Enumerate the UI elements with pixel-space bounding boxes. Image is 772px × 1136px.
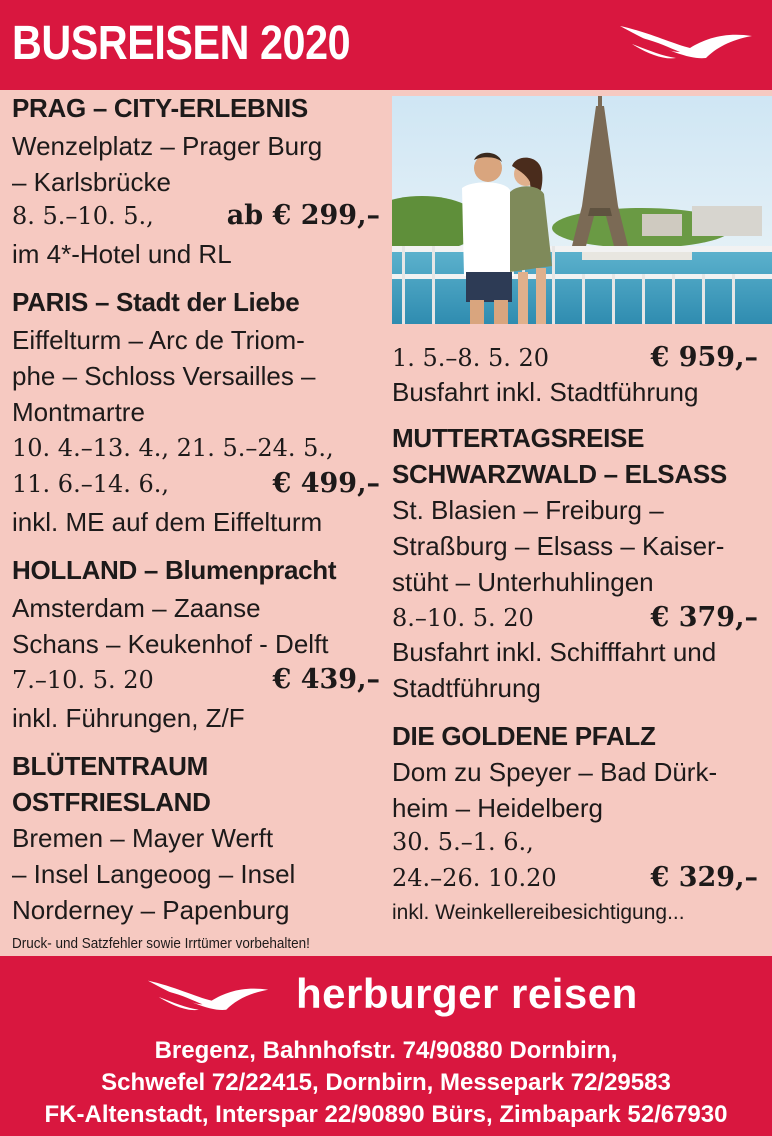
trip-desc-holland-1: Amsterdam – Zaanse: [12, 593, 261, 623]
trip-desc-paris-2: phe – Schloss Versailles –: [12, 361, 316, 391]
trip-price-row-pfalz: [392, 862, 758, 893]
brand-logo-text: herburger reisen: [296, 970, 638, 1017]
trip-desc-muttertag-2: Straßburg – Elsass – Kaiser-: [392, 531, 725, 561]
trip-price-prag: ab € 299,–: [226, 200, 380, 231]
trip-price-row-holland: [12, 664, 380, 695]
address-line-1: Bregenz, Bahnhofstr. 74/90880 Dornbirn,: [154, 1037, 618, 1064]
trip-desc-bluetentraum-2: – Insel Langeoog – Insel: [12, 859, 296, 889]
trip-price-pfalz: € 329,–: [650, 862, 758, 893]
page-title: BUSREISEN 2020: [12, 17, 351, 70]
trip-desc-bluetentraum-1: Bremen – Mayer Werft: [12, 823, 274, 853]
address-line-3: FK-Altenstadt, Interspar 22/90890 Bürs, Zimbapark 52/67930: [44, 1101, 728, 1128]
trip-note-pfalz: inkl. Weinkellereibesichtigung...: [392, 901, 685, 924]
trip-desc-prag-1: Wenzelplatz – Prager Burg: [12, 131, 323, 161]
trip-note-muttertag-2: Stadtführung: [392, 673, 541, 703]
swallow-bird-icon: [146, 972, 270, 1022]
trip-price-row-prag: [12, 200, 380, 231]
trip-price-holland: € 439,–: [272, 664, 380, 695]
address-line-2: Schwefel 72/22415, Dornbirn, Messepark 72/29583: [101, 1069, 671, 1096]
trip-note-paris-right: Busfahrt inkl. Stadtführung: [392, 377, 699, 407]
trip-date-paris-2: 11. 6.–14. 6.,: [12, 470, 170, 498]
trip-date-paris-right: 1. 5.–8. 5. 20: [392, 344, 550, 372]
trip-title-prag: PRAG – CITY-ERLEBNIS: [12, 93, 308, 123]
trip-desc-paris-3: Montmartre: [12, 397, 145, 427]
footer-bar: [0, 956, 772, 1136]
trip-price-muttertag: € 379,–: [650, 602, 758, 633]
trip-desc-muttertag-1: St. Blasien – Freiburg –: [392, 495, 664, 525]
trip-desc-paris-1: Eiffelturm – Arc de Triom-: [12, 325, 305, 355]
trip-date-paris-1: 10. 4.–13. 4., 21. 5.–24. 5.,: [12, 434, 334, 462]
trip-price-row-paris-right: [392, 342, 758, 373]
trip-price-row-paris: [12, 468, 380, 499]
trip-desc-pfalz-1: Dom zu Speyer – Bad Dürk-: [392, 757, 718, 787]
trip-desc-bluetentraum-3: Norderney – Papenburg: [12, 895, 290, 925]
trip-price-paris-right: € 959,–: [650, 342, 758, 373]
swallow-bird-icon: [618, 18, 754, 70]
trip-title-muttertag-1: MUTTERTAGSREISE: [392, 423, 645, 453]
trip-title-bluetentraum-2: OSTFRIESLAND: [12, 787, 211, 817]
trip-title-muttertag-2: SCHWARZWALD – ELSASS: [392, 459, 727, 489]
trip-date-pfalz-2: 24.–26. 10.20: [392, 864, 557, 892]
trip-title-pfalz: DIE GOLDENE PFALZ: [392, 721, 656, 751]
trip-desc-muttertag-3: stüht – Unterhuhlingen: [392, 567, 654, 597]
disclaimer-text: Druck- und Satzfehler sowie Irrtümer vorbehalten!: [12, 935, 310, 952]
trip-desc-prag-2: – Karlsbrücke: [12, 167, 171, 197]
trip-note-paris: inkl. ME auf dem Eiffelturm: [12, 507, 323, 537]
couple-at-eiffel-tower-photo: [392, 96, 772, 324]
trip-date-muttertag: 8.–10. 5. 20: [392, 604, 534, 632]
trip-date-pfalz-1: 30. 5.–1. 6.,: [392, 828, 534, 856]
header-bar: [0, 0, 772, 90]
trip-title-paris: PARIS – Stadt der Liebe: [12, 287, 300, 317]
trip-note-prag: im 4*-Hotel und RL: [12, 239, 232, 269]
trip-desc-holland-2: Schans – Keukenhof - Delft: [12, 629, 329, 659]
trip-price-row-muttertag: [392, 602, 758, 633]
trip-date-prag: 8. 5.–10. 5.,: [12, 202, 154, 230]
trip-title-holland: HOLLAND – Blumenpracht: [12, 555, 337, 585]
trip-date-holland: 7.–10. 5. 20: [12, 666, 154, 694]
trip-desc-pfalz-2: heim – Heidelberg: [392, 793, 604, 823]
trip-note-holland: inkl. Führungen, Z/F: [12, 703, 245, 733]
trip-title-bluetentraum-1: BLÜTENTRAUM: [12, 751, 209, 781]
trip-price-paris: € 499,–: [272, 468, 380, 499]
trip-note-muttertag-1: Busfahrt inkl. Schifffahrt und: [392, 637, 717, 667]
